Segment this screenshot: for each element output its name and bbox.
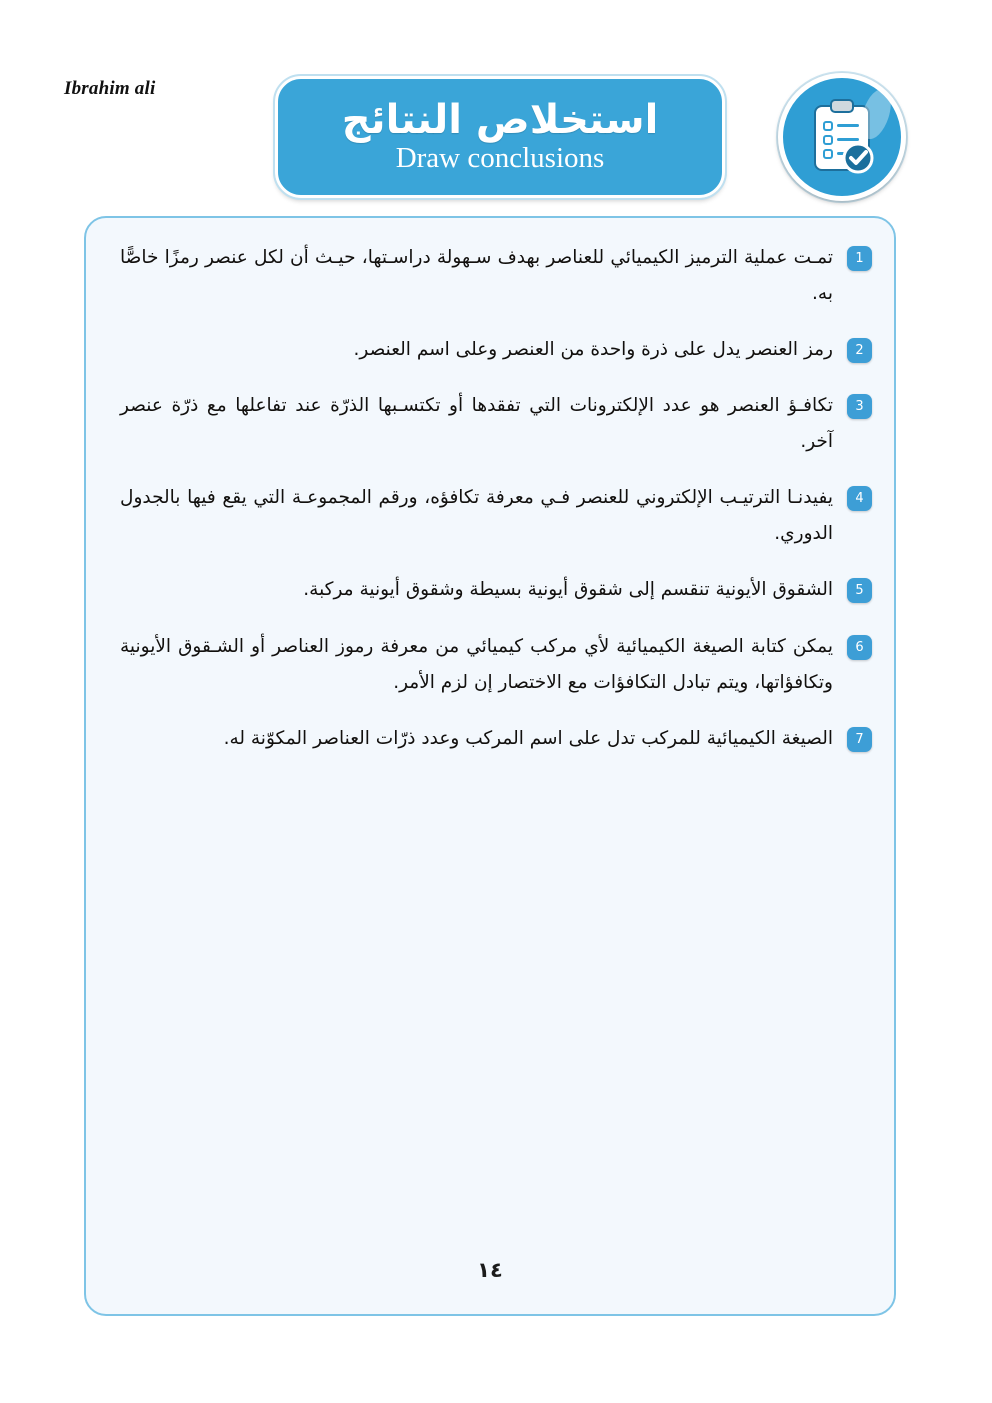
- item-number-badge: 3: [847, 394, 872, 419]
- list-item: [114, 480, 872, 552]
- item-number-badge: 1: [847, 246, 872, 271]
- item-text: الشقوق الأيونية تنقسم إلى شقوق أيونية بسيطة وشقوق أيونية مركبة.: [303, 579, 833, 601]
- author-watermark: Ibrahim ali: [64, 78, 156, 99]
- item-text: تمـت عملية الترميز الكيميائي للعناصر بهدف سـهولة دراسـتها، حيـث أن لكل عنصر رمزًا خاصًّا به.: [120, 247, 833, 305]
- item-text: يمكن كتابة الصيغة الكيميائية لأي مركب كيميائي من معرفة رموز العناصر أو الشـقوق الأيونية وتكافؤاتها، ويتم تبادل التكافؤات مع الاختصار إن لزم الأمر.: [120, 635, 833, 693]
- header-banner: [275, 76, 725, 198]
- clipboard-checklist-icon: [778, 73, 906, 201]
- list-item: [114, 240, 872, 312]
- section-header: [275, 76, 725, 198]
- item-text: الصيغة الكيميائية للمركب تدل على اسم المركب وعدد ذرّات العناصر المكوّنة له.: [223, 727, 833, 749]
- item-number-badge: 5: [847, 578, 872, 603]
- item-text: تكافـؤ العنصر هو عدد الإلكترونات التي تفقدها أو تكتسـبها الذرّة عند تفاعلها مع ذرّة عنصر آخر.: [120, 395, 833, 453]
- page-number: ١٤: [477, 1258, 503, 1282]
- conclusions-list: [114, 240, 872, 777]
- conclusions-card: [84, 216, 896, 1316]
- item-number-badge: 4: [847, 486, 872, 511]
- list-item: [114, 572, 872, 608]
- item-text: يفيدنـا الترتيـب الإلكتروني للعنصر فـي معرفة تكافؤه، ورقم المجموعـة التي يقع فيها بالجدول الدوري.: [120, 487, 833, 545]
- header-title-arabic: استخلاص النتائج: [341, 97, 659, 144]
- item-number-badge: 2: [847, 338, 872, 363]
- list-item: [114, 629, 872, 701]
- list-item: [114, 388, 872, 460]
- header-title-english: Draw conclusions: [395, 142, 605, 175]
- list-item: [114, 721, 872, 757]
- list-item: [114, 332, 872, 368]
- item-number-badge: 7: [847, 727, 872, 752]
- item-number-badge: 6: [847, 635, 872, 660]
- item-text: رمز العنصر يدل على ذرة واحدة من العنصر وعلى اسم العنصر.: [353, 339, 833, 361]
